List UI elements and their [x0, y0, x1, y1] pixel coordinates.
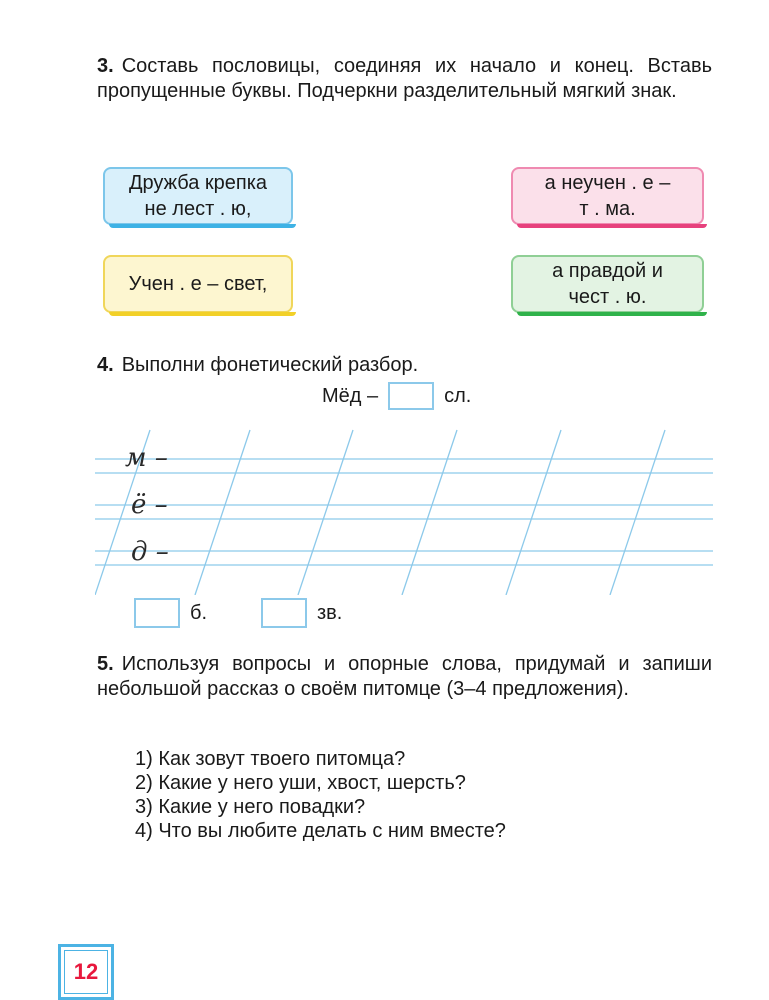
task-5-text: Используя вопросы и опорные слова, придумай и запиши небольшой рассказ о своём питомце (3–4 предложения). [97, 653, 712, 700]
card-line: т . ма. [579, 198, 636, 220]
proverb-card-beginning-2[interactable] [103, 255, 293, 313]
task-4-instruction [97, 353, 712, 378]
sound-count-box[interactable] [261, 598, 307, 628]
proverb-card-beginning-1[interactable] [103, 167, 293, 225]
card-line: а правдой и [552, 260, 663, 282]
sounds-label: зв. [317, 601, 343, 624]
syllable-count-box[interactable] [388, 382, 434, 410]
card-line: чест . ю. [568, 286, 647, 308]
question-list [135, 747, 506, 843]
cursive-letter-yo: ё – [131, 490, 168, 520]
task-3-instruction [97, 54, 712, 104]
proverb-card-ending-1[interactable] [511, 167, 704, 225]
letter-count-box[interactable] [134, 598, 180, 628]
list-item: 2) Какие у него уши, хвост, шерсть? [135, 772, 466, 794]
list-item: 1) Как зовут твоего питомца? [135, 748, 406, 770]
page-number: 12 [73, 959, 99, 984]
page-number-badge [58, 944, 114, 1000]
analysis-word: Мёд – [322, 384, 379, 407]
cursive-letter-d: д – [131, 537, 169, 567]
card-line: Учен . е – свет, [128, 273, 268, 295]
list-item: 3) Какие у него повадки? [135, 796, 366, 818]
card-line: не лест . ю, [144, 198, 252, 220]
card-line: Дружба крепка [128, 172, 268, 194]
word-syllables-row [322, 382, 471, 410]
copybook-ruling[interactable] [95, 425, 713, 595]
list-item: 4) Что вы любите делать с ним вместе? [135, 820, 506, 842]
letters-label: б. [190, 601, 208, 624]
syllables-label: сл. [444, 384, 472, 407]
task-4-text: Выполни фонетический разбор. [121, 354, 419, 376]
task-5-number: 5. [97, 653, 114, 675]
letter-sound-count-row [134, 598, 396, 628]
task-4-number: 4. [97, 354, 114, 376]
card-line: а неучен . е – [544, 172, 671, 194]
task-3-number: 3. [97, 55, 114, 77]
task-5-instruction [97, 652, 712, 702]
proverb-card-ending-2[interactable] [511, 255, 704, 313]
task-3-text: Составь пословицы, соединяя их начало и конец. Вставь пропущенные буквы. Подчеркни разделительный мягкий знак. [97, 55, 712, 102]
cursive-letter-m: м – [125, 443, 168, 473]
